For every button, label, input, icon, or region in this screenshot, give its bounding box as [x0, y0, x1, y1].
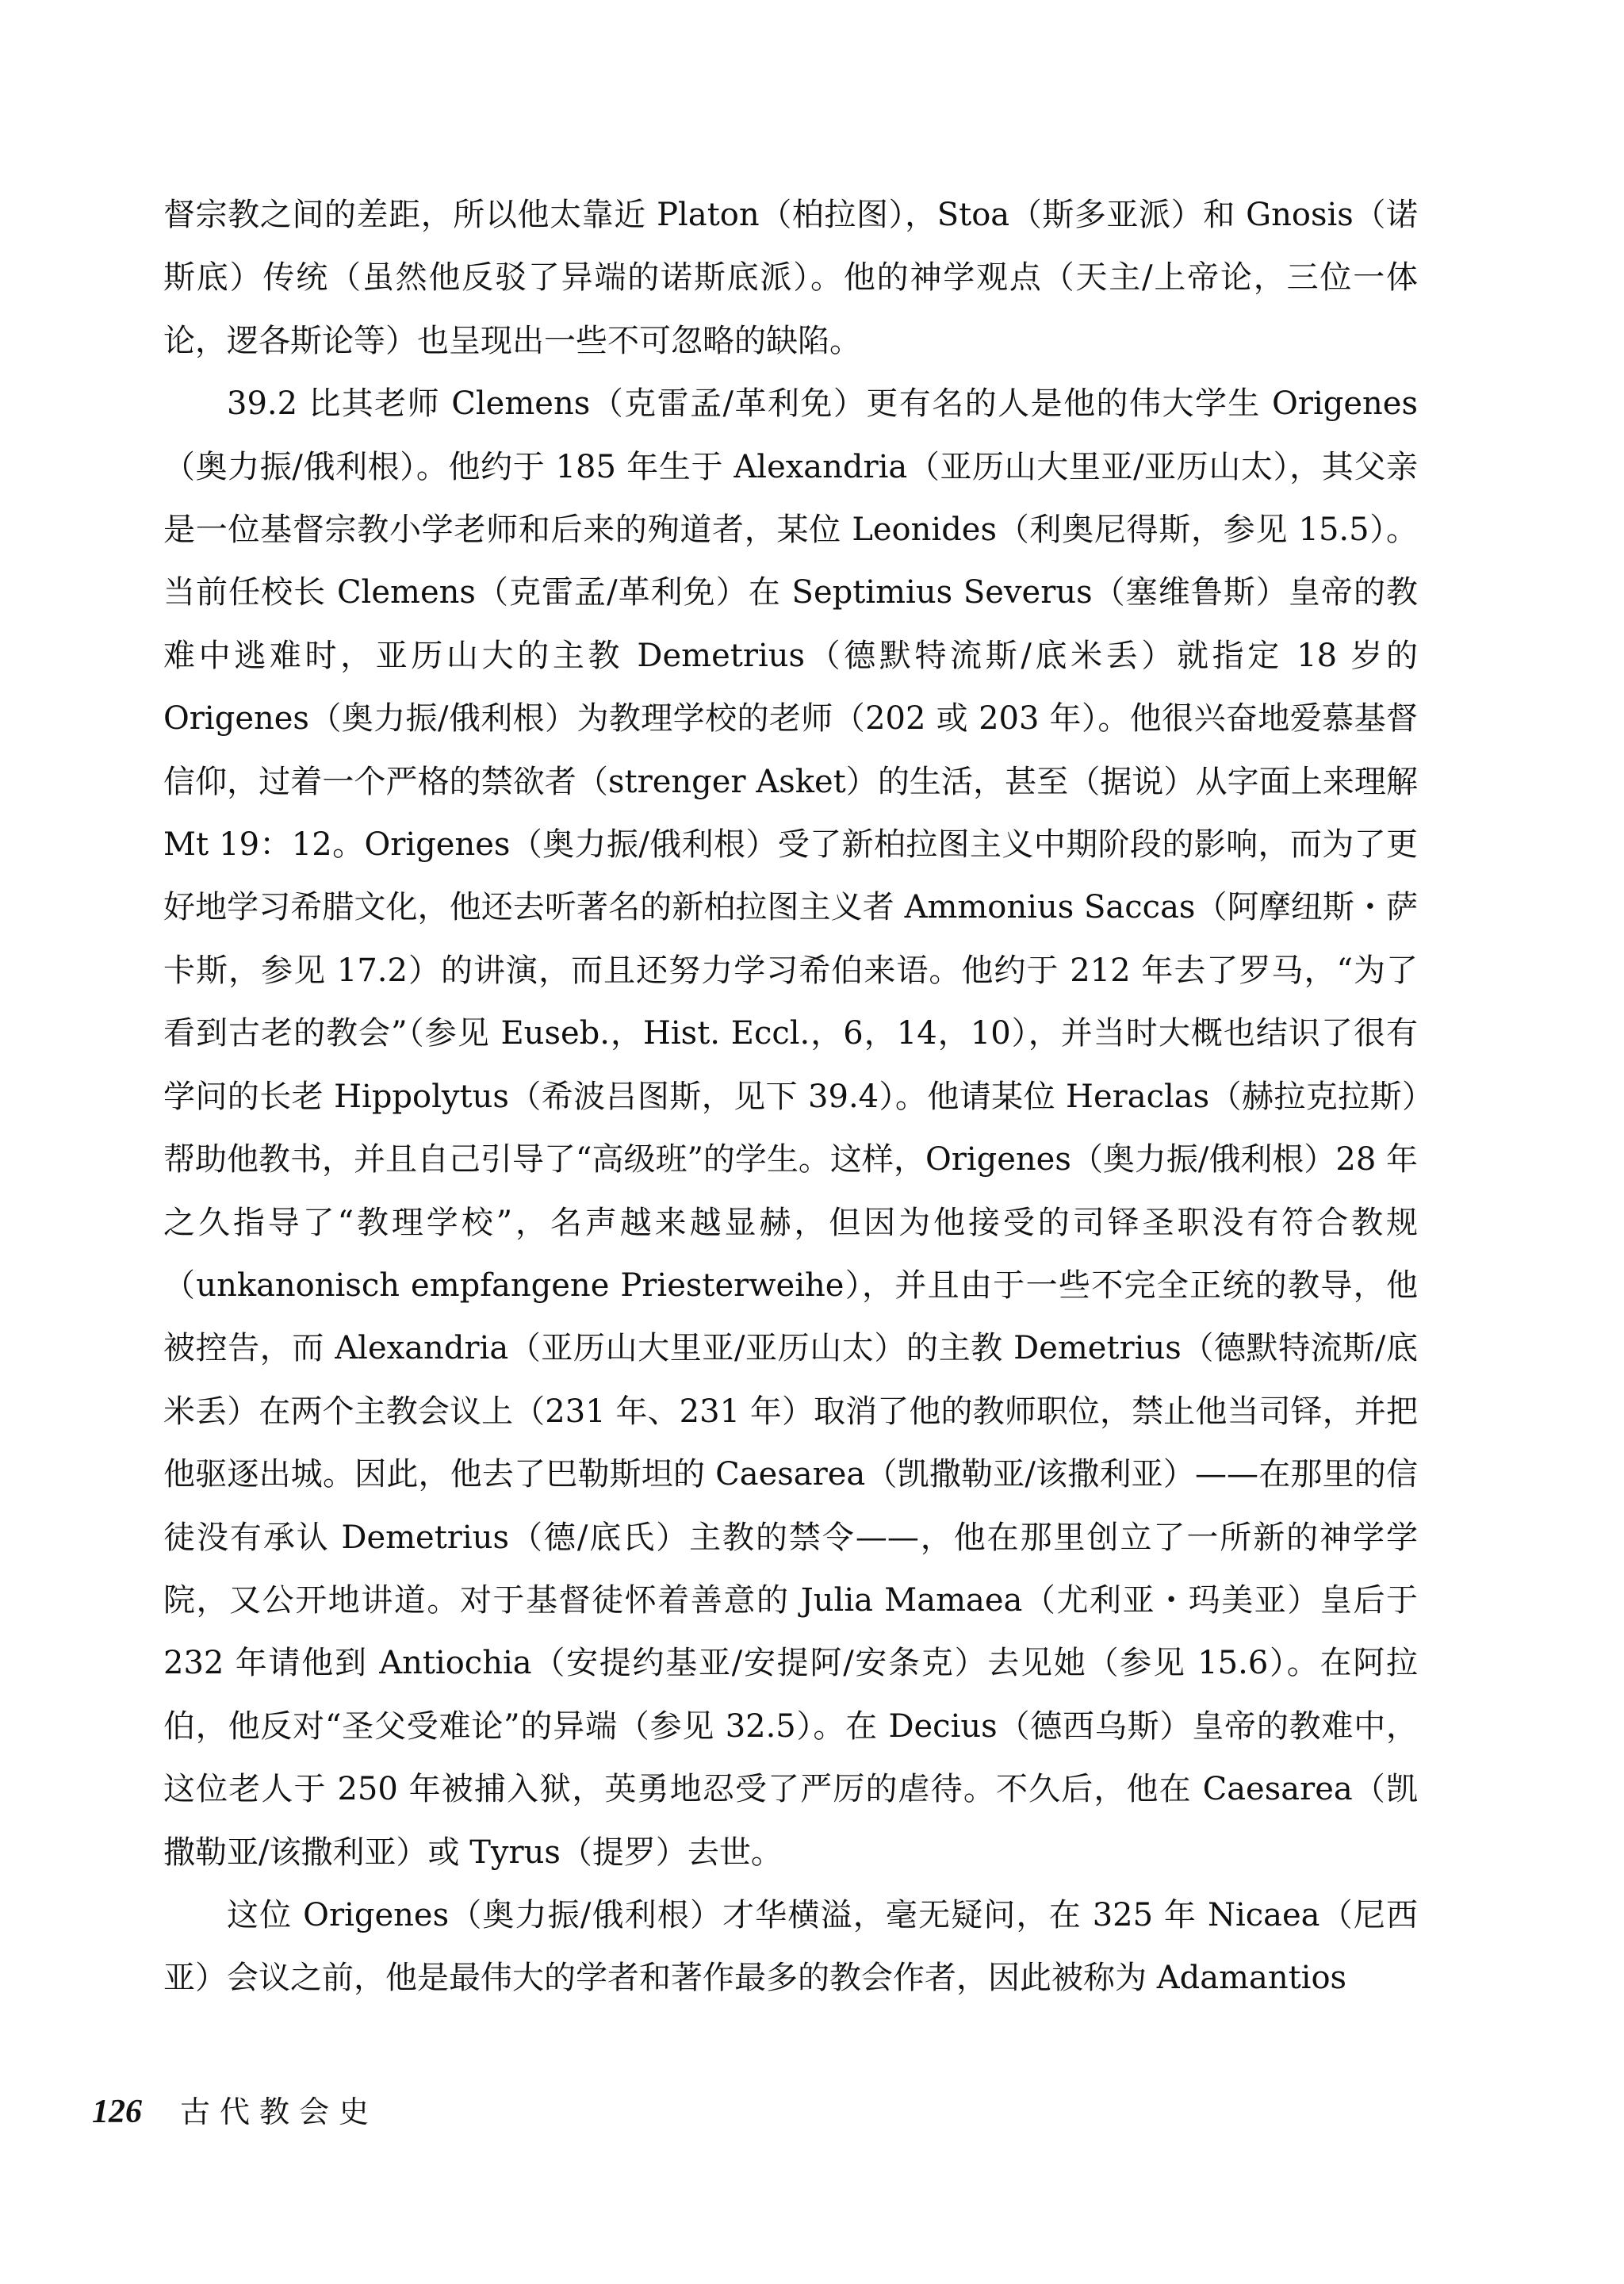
body-text	[163, 184, 1418, 2010]
page-footer	[92, 2087, 378, 2131]
paragraph-continuation: 督宗教之间的差距，所以他太靠近 Platon（柏拉图），Stoa（斯多亚派）和 Gnosis（诺斯底）传统（虽然他反驳了异端的诺斯底派）。他的神学观点（天主/上帝论，三位一体论，逻各斯论等）也呈现出一些不可忽略的缺陷。	[163, 197, 1418, 359]
running-title: 古代教会史	[180, 2094, 379, 2129]
page-number: 126	[92, 2094, 142, 2130]
paragraph-origenes-biography: 39.2 比其老师 Clemens（克雷孟/革利免）更有名的人是他的伟大学生 Origenes（奥力振/俄利根）。他约于 185 年生于 Alexandria（亚历山大里亚/亚历山太），其父亲是一位基督宗教小学老师和后来的殉道者，某位 Leonides（利奥尼得斯，参见 15.5）。当前任校长 Clemens（克雷孟/革利免）在 Septimius Severus（塞维鲁斯）皇帝的教难中逃难时，亚历山大的主教 Demetrius（德默特流斯/底米丢）就指定 18 岁的 Origenes（奥力振/俄利根）为教理学校的老师（202 或 203 年）。他很兴奋地爱慕基督信仰，过着一个严格的禁欲者（strenger Asket）的生活，甚至（据说）从字面上来理解 Mt 19：12。Origenes（奥力振/俄利根）受了新柏拉图主义中期阶段的影响，而为了更好地学习希腊文化，他还去听著名的新柏拉图主义者 Ammonius Saccas（阿摩纽斯・萨卡斯，参见 17.2）的讲演，而且还努力学习希伯来语。他约于 212 年去了罗马，“为了看到古老的教会”（参见 Euseb.，Hist. Eccl.，6，14，10），并当时大概也结识了很有学问的长老 Hippolytus（希波吕图斯，见下 39.4）。他请某位 Heraclas（赫拉克拉斯）帮助他教书，并且自己引导了“高级班”的学生。这样，Origenes（奥力振/俄利根）28 年之久指导了“教理学校”，名声越来越显赫，但因为他接受的司铎圣职没有符合教规（unkanonisch empfangene Priesterweihe），并且由于一些不完全正统的教导，他被控告，而 Alexandria（亚历山大里亚/亚历山太）的主教 Demetrius（德默特流斯/底米丢）在两个主教会议上（231 年、231 年）取消了他的教师职位，禁止他当司铎，并把他驱逐出城。因此，他去了巴勒斯坦的 Caesarea（凯撒勒亚/该撒利亚）——在那里的信徒没有承认 Demetrius（德/底氏）主教的禁令——，他在那里创立了一所新的神学学院，又公开地讲道。对于基督徒怀着善意的 Julia Mamaea（尤利亚・玛美亚）皇后于 232 年请他到 Antiochia（安提约基亚/安提阿/安条克）去见她（参见 15.6）。在阿拉伯，他反对“圣父受难论”的异端（参见 32.5）。在 Decius（德西乌斯）皇帝的教难中，这位老人于 250 年被捕入狱，英勇地忍受了严厉的虐待。不久后，他在 Caesarea（凯撒勒亚/该撒利亚）或 Tyrus（提罗）去世。	[163, 385, 1418, 1871]
paragraph-origenes-scholarship: 这位 Origenes（奥力振/俄利根）才华横溢，毫无疑问，在 325 年 Nicaea（尼西亚）会议之前，他是最伟大的学者和著作最多的教会作者，因此被称为 Adamantios	[163, 1896, 1418, 1997]
